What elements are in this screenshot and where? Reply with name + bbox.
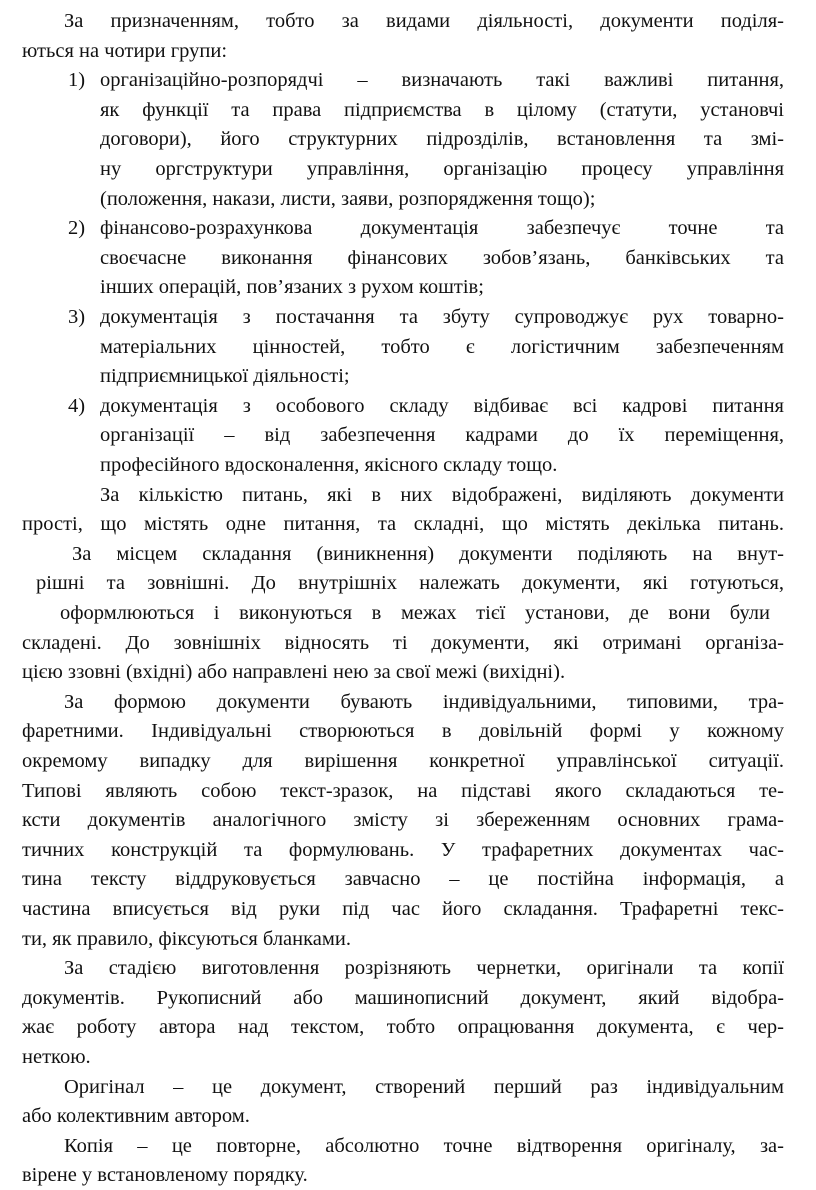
text-line: За формою документи бувають індивідуальними, типовими, тра- [64,690,784,713]
text-line: матеріальних цінностей, тобто є логістичним забезпеченням [100,335,784,358]
text-line: документація з постачання та збуту супроводжує рух товарно- [100,306,784,328]
text-line: неткою. [22,1046,91,1068]
text-line: (положення, накази, листи, заяви, розпорядження тощо); [100,187,596,210]
text-line: фінансово-розрахункова документація забезпечує точне та [100,217,784,240]
text-line: окремому випадку для вирішення конкретної управлінської ситуації. [22,750,784,772]
text-line: складені. До зовнішніх відносять ті документи, які отримані організа- [22,631,784,654]
text-line: За місцем складання (виникнення) документи поділяють на внут- [72,542,784,565]
text-line: документація з особового складу відбиває всі кадрові питання [100,394,784,417]
text-line: Копія – це повторне, абсолютно точне відтворення оригіналу, за- [64,1134,784,1157]
text-line: або колективним автором. [22,1105,250,1128]
text-line: ну оргструктури управління, організацію процесу управління [100,158,784,180]
text-line: вірене у встановленому порядку. [22,1164,308,1187]
text-line: прості, що містять одне питання, та складні, що містять декілька питань. [22,513,784,536]
text-line: Типові являють собою текст-зразок, на підставі якого складаються те- [22,779,784,802]
text-line: За призначенням, тобто за видами діяльності, документи поділя- [64,10,784,32]
text-line: Оригінал – це документ, створений перший раз індивідуальним [64,1075,784,1098]
text-line: За стадією виготовлення розрізняють чернетки, оригінали та копії [64,957,784,980]
text-line: ються на чотири групи: [22,39,228,62]
text-line: тичних конструкцій та формулювань. У трафаретних документах час- [22,838,784,861]
text-line: жає роботу автора над текстом, тобто опрацювання документа, є чер- [22,1016,784,1039]
text-line: тина тексту віддруковується завчасно – це постійна інформація, а [22,868,784,891]
text-line: організації – від забезпечення кадрами до їх переміщення, [100,424,784,447]
text-line: підприємницької діяльності; [100,365,350,388]
text-line: фаретними. Індивідуальні створюються в довільній формі у кожному [22,720,784,743]
text-line: частина вписується від руки під час його складання. Трафаретні текс- [22,898,784,920]
text-line: рішні та зовнішні. До внутрішніх належать документи, які готуються, [36,572,784,595]
text-line: ти, як правило, фіксуються бланками. [22,927,351,950]
list-item-number: 3) [68,306,86,328]
text-line: як функції та права підприємства в цілому (статути, установчі [100,98,784,121]
text-line: За кількістю питань, які в них відображені, виділяють документи [100,483,784,506]
text-line: інших операцій, пов’язаних з рухом коштів; [100,276,484,299]
text-line: організаційно-розпорядчі – визначають такі важливі питання, [100,69,784,92]
text-line: ксти документів аналогічного змісту зі збереженням основних грама- [22,809,784,832]
text-line: цією ззовні (вхідні) або направлені нею за свої межі (вихідні). [22,661,566,684]
text-line: договори), його структурних підрозділів, встановлення та змі- [100,128,784,151]
text-line: оформлюються і виконуються в межах тієї установи, де вони були [60,602,770,624]
list-item-number: 2) [68,217,86,240]
text-line: своєчасне виконання фінансових зобов’язань, банківських та [100,246,784,269]
text-line: документів. Рукописний або машинописний документ, який відобра- [22,986,784,1009]
list-item-number: 4) [68,394,86,417]
list-item-number: 1) [68,69,86,92]
text-line: професійного вдосконалення, якісного складу тощо. [100,454,558,476]
